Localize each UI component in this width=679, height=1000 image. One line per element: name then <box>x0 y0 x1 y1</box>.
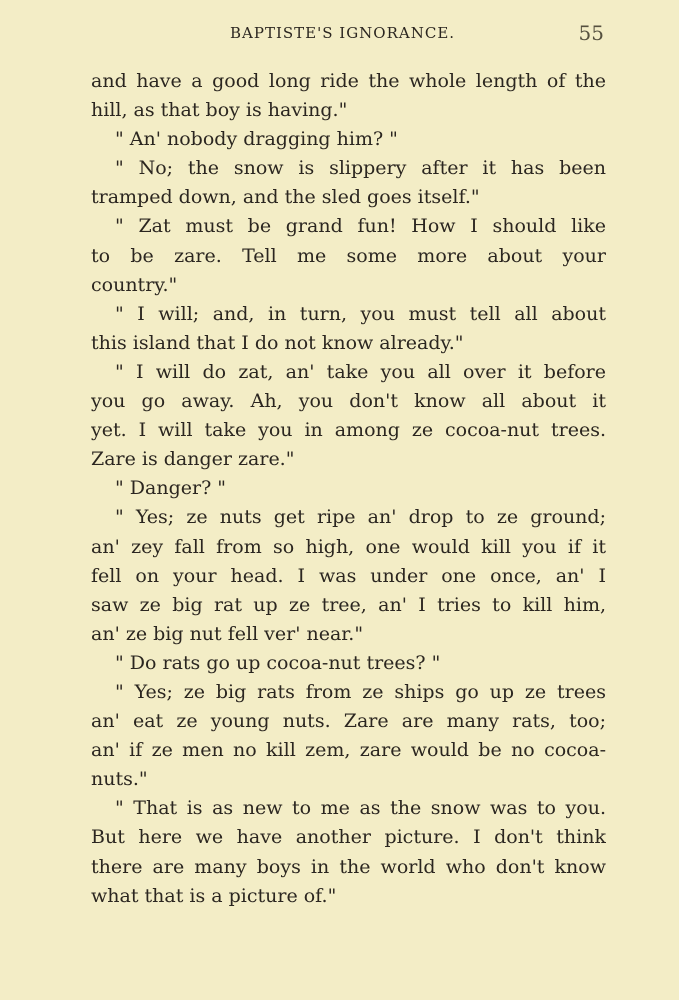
text-line: country." <box>91 273 178 296</box>
text-line: " Yes; ze big rats from ze ships go up ze trees <box>115 680 606 703</box>
text-line: an' zey fall from so high, one would kill you if it <box>91 535 606 558</box>
text-line: and have a good long ride the whole length of the <box>91 70 606 92</box>
text-line: to be zare. Tell me some more about your <box>91 244 606 267</box>
text-line: " I will; and, in turn, you must tell all about <box>115 302 606 325</box>
text-line: " That is as new to me as the snow was to you. <box>115 797 606 820</box>
text-line: you go away. Ah, you don't know all about it <box>91 390 606 413</box>
text-line: tramped down, and the sled goes itself." <box>91 186 480 209</box>
text-line: hill, as that boy is having." <box>91 99 348 122</box>
text-line: there are many boys in the world who don't know <box>91 855 606 878</box>
text-line: But here we have another picture. I don't think <box>91 826 606 849</box>
text-line: an' if ze men no kill zem, zare would be no cocoa- <box>91 739 606 762</box>
text-line: what that is a picture of." <box>91 884 337 907</box>
running-head: BAPTISTE'S IGNORANCE. <box>230 24 456 42</box>
text-line: " Do rats go up cocoa-nut trees? " <box>115 651 441 674</box>
text-line: nuts." <box>91 768 148 791</box>
text-line: " No; the snow is slippery after it has been <box>115 157 606 180</box>
text-line: Zare is danger zare." <box>91 448 295 471</box>
text-line: " An' nobody dragging him? " <box>115 128 398 151</box>
page-number: 55 <box>578 21 604 45</box>
text-line: an' ze big nut fell ver' near." <box>91 622 364 645</box>
text-line: " Zat must be grand fun! How I should like <box>115 215 606 238</box>
text-line: an' eat ze young nuts. Zare are many rats, too; <box>91 710 606 733</box>
text-line: " Danger? " <box>115 477 227 500</box>
text-line: " Yes; ze nuts get ripe an' drop to ze ground; <box>115 506 606 529</box>
text-line: yet. I will take you in among ze cocoa-nut trees. <box>91 419 606 442</box>
text-line: " I will do zat, an' take you all over it before <box>115 360 606 383</box>
page-header <box>90 22 610 48</box>
text-line: fell on your head. I was under one once, an' I <box>91 564 606 587</box>
text-line: this island that I do not know already." <box>91 331 464 354</box>
body-text <box>91 67 606 911</box>
text-line: saw ze big rat up ze tree, an' I tries to kill him, <box>91 593 606 616</box>
